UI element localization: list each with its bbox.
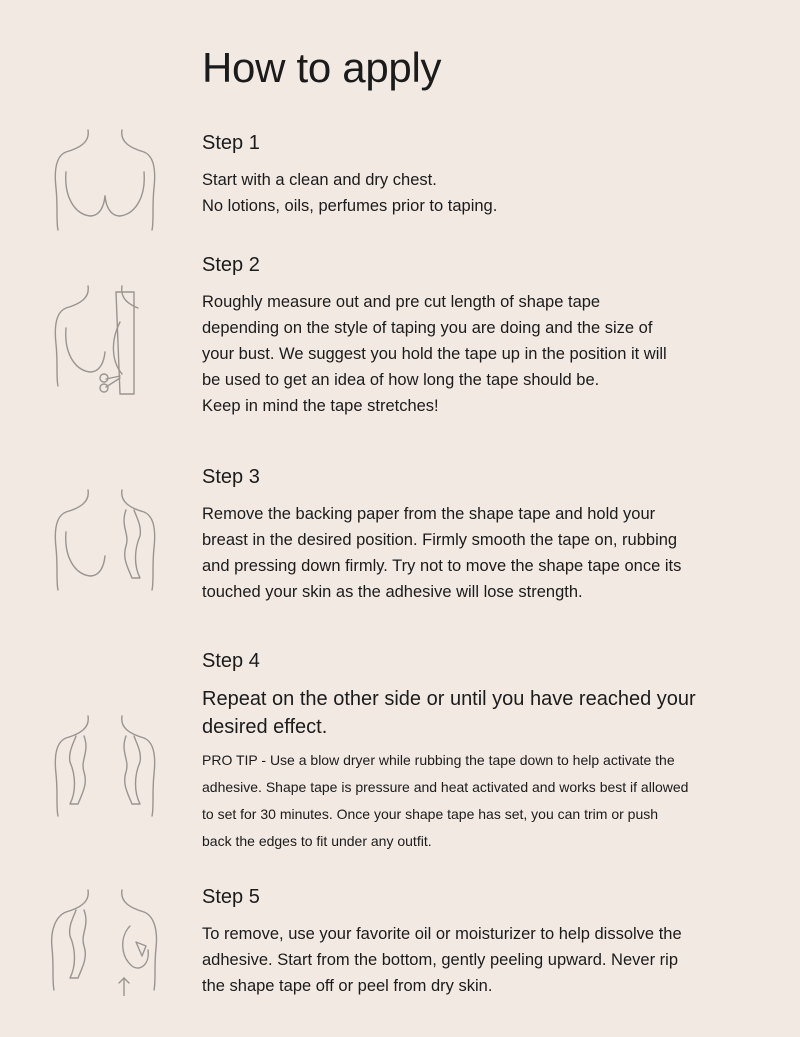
step-heading: Step 5 bbox=[202, 886, 260, 908]
page-title: How to apply bbox=[202, 44, 442, 91]
text-line: Remove the backing paper from the shape tape and hold your bbox=[202, 505, 656, 523]
step-description bbox=[202, 167, 762, 219]
step-description bbox=[202, 921, 762, 999]
text-line: breast in the desired position. Firmly smooth the tape on, rubbing bbox=[202, 531, 678, 549]
step-description bbox=[202, 501, 762, 605]
text-line: touched your skin as the adhesive will lose strength. bbox=[202, 583, 583, 601]
bust-tape-removal-icon bbox=[40, 886, 170, 996]
step-heading: Step 4 bbox=[202, 650, 260, 672]
text-line: adhesive. Start from the bottom, gently peeling upward. Never rip bbox=[202, 951, 678, 969]
text-line: depending on the style of taping you are doing and the size of bbox=[202, 319, 653, 337]
bust-measure-tape-scissors-icon bbox=[40, 282, 170, 402]
text-line: Roughly measure out and pre cut length of shape tape bbox=[202, 293, 601, 311]
text-line: back the edges to fit under any outfit. bbox=[202, 833, 432, 849]
step-description bbox=[202, 289, 762, 419]
text-line: desired effect. bbox=[202, 716, 328, 738]
text-line: Start with a clean and dry chest. bbox=[202, 171, 437, 189]
step-lead bbox=[202, 685, 762, 741]
step-heading: Step 2 bbox=[202, 254, 260, 276]
bust-both-sides-taped-icon bbox=[40, 712, 170, 822]
text-line: Keep in mind the tape stretches! bbox=[202, 397, 439, 415]
text-line: To remove, use your favorite oil or moisturizer to help dissolve the bbox=[202, 925, 682, 943]
step-heading: Step 1 bbox=[202, 132, 260, 154]
text-line: be used to get an idea of how long the tape should be. bbox=[202, 371, 600, 389]
text-line: to set for 30 minutes. Once your shape tape has set, you can trim or push bbox=[202, 806, 659, 822]
text-line: adhesive. Shape tape is pressure and heat activated and works best if allowed bbox=[202, 779, 689, 795]
pro-tip bbox=[202, 747, 762, 855]
bust-one-side-taped-icon bbox=[40, 486, 170, 596]
text-line: and pressing down firmly. Try not to move the shape tape once its bbox=[202, 557, 682, 575]
text-line: PRO TIP - Use a blow dryer while rubbing the tape down to help activate the bbox=[202, 752, 675, 768]
step-heading: Step 3 bbox=[202, 466, 260, 488]
bust-outline-icon bbox=[40, 126, 170, 236]
text-line: Repeat on the other side or until you have reached your bbox=[202, 688, 696, 710]
text-line: your bust. We suggest you hold the tape up in the position it will bbox=[202, 345, 667, 363]
text-line: the shape tape off or peel from dry skin. bbox=[202, 977, 493, 995]
text-line: No lotions, oils, perfumes prior to taping. bbox=[202, 197, 498, 215]
